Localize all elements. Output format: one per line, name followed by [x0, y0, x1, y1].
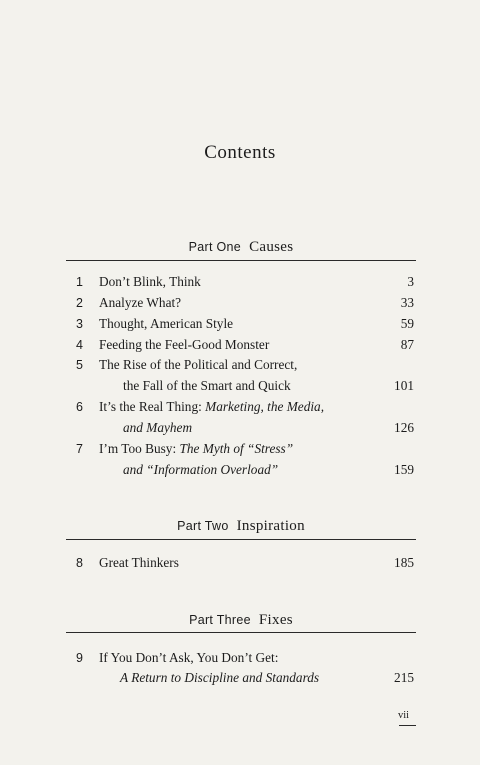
part-name: Causes [249, 239, 294, 255]
page-number: 185 [394, 555, 414, 570]
toc-entry[interactable] [66, 316, 416, 337]
chapter-number: 9 [76, 651, 83, 665]
chapter-title [99, 441, 293, 457]
page-number: 33 [400, 295, 414, 310]
chapter-number: 6 [76, 400, 83, 414]
toc-entry[interactable] [66, 650, 416, 671]
chapter-number: 2 [76, 296, 83, 310]
toc-entry[interactable] [66, 274, 416, 295]
part-heading [66, 238, 416, 256]
part-heading [66, 517, 416, 535]
part-heading [66, 611, 416, 629]
chapter-title: If You Don’t Ask, You Don’t Get: [99, 650, 279, 665]
chapter-title-continued: and “Information Overload” [123, 462, 279, 477]
toc-entry[interactable] [66, 399, 416, 420]
page-number: 101 [394, 378, 414, 393]
chapter-title: Feeding the Feel-Good Monster [99, 337, 270, 352]
part-name: Inspiration [236, 518, 305, 534]
page-number: 159 [394, 462, 414, 477]
chapter-number: 3 [76, 317, 83, 331]
folio-rule [399, 725, 416, 726]
toc-entry[interactable] [66, 337, 416, 358]
page-number: 87 [400, 337, 414, 352]
chapter-title-roman: I’m Too Busy: [99, 441, 180, 456]
chapter-number: 7 [76, 442, 83, 456]
part-name: Fixes [258, 612, 293, 628]
chapter-number: 8 [76, 556, 83, 570]
chapter-number: 1 [76, 275, 83, 289]
toc-entry[interactable] [66, 295, 416, 316]
toc-entry-continued[interactable] [66, 420, 416, 441]
toc-entry-continued[interactable] [66, 378, 416, 399]
chapter-number: 4 [76, 338, 83, 352]
chapter-title-continued: A Return to Discipline and Standards [120, 670, 320, 685]
part-label: Part Two [177, 519, 229, 533]
page-number: 126 [394, 420, 414, 435]
page-title: Contents [204, 142, 276, 163]
chapter-title-italic: Marketing, the Media, [205, 399, 325, 414]
folio-page-number: vii [398, 710, 410, 721]
part-rule [66, 539, 416, 540]
toc-entry-continued[interactable] [66, 462, 416, 483]
chapter-title-italic: The Myth of “Stress” [179, 441, 294, 456]
chapter-number: 5 [76, 358, 83, 372]
page-number: 59 [400, 316, 414, 331]
toc-entry[interactable] [66, 441, 416, 462]
page-number: 3 [407, 274, 414, 289]
chapter-title: Thought, American Style [99, 316, 234, 331]
part-label: Part One [188, 240, 242, 254]
toc-entry[interactable] [66, 555, 416, 576]
toc-entry[interactable] [66, 357, 416, 378]
chapter-title-continued: and Mayhem [123, 420, 193, 435]
chapter-title-roman: It’s the Real Thing: [99, 399, 206, 414]
toc-entry-continued[interactable] [66, 670, 416, 691]
chapter-title [99, 399, 324, 415]
part-label: Part Three [189, 613, 251, 627]
chapter-title: Great Thinkers [99, 555, 179, 570]
chapter-title-continued: the Fall of the Smart and Quick [123, 378, 291, 393]
part-rule [66, 260, 416, 261]
page-number: 215 [394, 670, 414, 685]
chapter-title: Don’t Blink, Think [99, 274, 201, 289]
chapter-title: Analyze What? [99, 295, 182, 310]
part-rule [66, 632, 416, 633]
chapter-title: The Rise of the Political and Correct, [99, 357, 298, 372]
